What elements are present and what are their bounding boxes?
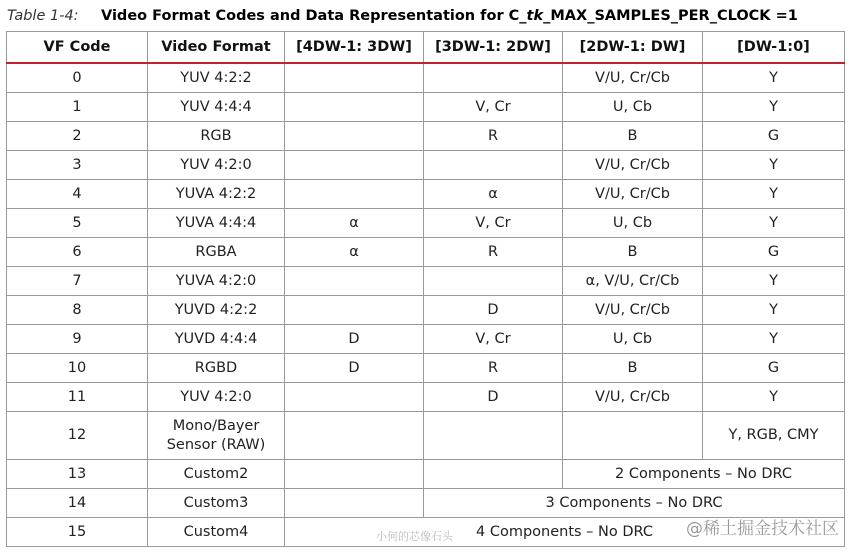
cell-vf-code: 9 <box>7 325 148 354</box>
cell-4dw-3dw <box>285 151 424 180</box>
cell-dw-0: Y, RGB, CMY <box>703 412 845 460</box>
header-video-format: Video Format <box>148 32 285 64</box>
cell-span-components: 3 Components – No DRC <box>424 489 845 518</box>
table-row <box>7 325 845 354</box>
cell-vf-code: 3 <box>7 151 148 180</box>
cell-vf-code: 11 <box>7 383 148 412</box>
cell-vf-code: 2 <box>7 122 148 151</box>
cell-4dw-3dw <box>285 296 424 325</box>
cell-3dw-2dw: R <box>424 354 563 383</box>
cell-3dw-2dw <box>424 63 563 93</box>
table-row <box>7 354 845 383</box>
cell-4dw-3dw <box>285 93 424 122</box>
format-line-2: Sensor (RAW) <box>166 436 266 453</box>
cell-span-components: 2 Components – No DRC <box>563 460 845 489</box>
title-part-1: Video Format Codes and Data Representation for C_ <box>101 8 527 24</box>
cell-vf-code: 7 <box>7 267 148 296</box>
cell-vf-code: 5 <box>7 209 148 238</box>
cell-dw-0: Y <box>703 93 845 122</box>
cell-vf-code: 13 <box>7 460 148 489</box>
cell-video-format: YUVA 4:2:0 <box>148 267 285 296</box>
cell-span-components: 4 Components – No DRC <box>285 518 845 547</box>
watermark-author: 小何的芯像石头 <box>376 530 453 543</box>
cell-2dw-dw: α, V/U, Cr/Cb <box>563 267 703 296</box>
table-title <box>101 8 798 24</box>
table-row <box>7 209 845 238</box>
table-row <box>7 151 845 180</box>
cell-video-format: YUV 4:2:0 <box>148 151 285 180</box>
table-number: Table 1-4: <box>7 8 79 24</box>
cell-dw-0: Y <box>703 296 845 325</box>
table-row <box>7 63 845 93</box>
title-part-2: _MAX_SAMPLES_PER_CLOCK =1 <box>543 8 798 24</box>
cell-3dw-2dw: D <box>424 296 563 325</box>
cell-2dw-dw: B <box>563 354 703 383</box>
cell-3dw-2dw: R <box>424 238 563 267</box>
cell-4dw-3dw: D <box>285 325 424 354</box>
table-row <box>7 238 845 267</box>
cell-3dw-2dw: V, Cr <box>424 325 563 354</box>
cell-4dw-3dw <box>285 122 424 151</box>
header-vf-code: VF Code <box>7 32 148 64</box>
header-dw-0: [DW-1:0] <box>703 32 845 64</box>
cell-4dw-3dw <box>285 383 424 412</box>
cell-2dw-dw: V/U, Cr/Cb <box>563 383 703 412</box>
cell-video-format: RGB <box>148 122 285 151</box>
cell-3dw-2dw <box>424 267 563 296</box>
cell-vf-code: 10 <box>7 354 148 383</box>
cell-vf-code: 0 <box>7 63 148 93</box>
cell-2dw-dw: V/U, Cr/Cb <box>563 180 703 209</box>
header-row <box>7 32 845 64</box>
cell-vf-code: 6 <box>7 238 148 267</box>
cell-dw-0: G <box>703 122 845 151</box>
table-row <box>7 383 845 412</box>
cell-3dw-2dw <box>424 151 563 180</box>
cell-video-format: YUV 4:2:2 <box>148 63 285 93</box>
cell-4dw-3dw <box>285 180 424 209</box>
cell-4dw-3dw <box>285 267 424 296</box>
table-row <box>7 180 845 209</box>
header-3dw-2dw: [3DW-1: 2DW] <box>424 32 563 64</box>
cell-2dw-dw: V/U, Cr/Cb <box>563 151 703 180</box>
cell-2dw-dw: U, Cb <box>563 93 703 122</box>
cell-2dw-dw: U, Cb <box>563 325 703 354</box>
cell-4dw-3dw <box>285 412 424 460</box>
cell-dw-0: Y <box>703 325 845 354</box>
table-row <box>7 267 845 296</box>
cell-dw-0: Y <box>703 180 845 209</box>
table-row <box>7 296 845 325</box>
cell-3dw-2dw <box>424 412 563 460</box>
cell-dw-0: Y <box>703 267 845 296</box>
table-row <box>7 412 845 460</box>
cell-video-format: Custom4 <box>148 518 285 547</box>
cell-3dw-2dw: V, Cr <box>424 209 563 238</box>
cell-vf-code: 4 <box>7 180 148 209</box>
cell-2dw-dw: B <box>563 122 703 151</box>
cell-dw-0: Y <box>703 383 845 412</box>
cell-4dw-3dw: α <box>285 209 424 238</box>
watermark-site: @稀土掘金技术社区 <box>686 519 839 539</box>
cell-dw-0: G <box>703 238 845 267</box>
cell-video-format: YUVD 4:4:4 <box>148 325 285 354</box>
cell-dw-0: G <box>703 354 845 383</box>
table-row <box>7 93 845 122</box>
cell-4dw-3dw: D <box>285 354 424 383</box>
cell-video-format: YUV 4:4:4 <box>148 93 285 122</box>
video-format-table <box>6 31 845 547</box>
cell-2dw-dw: V/U, Cr/Cb <box>563 296 703 325</box>
table-row <box>7 460 845 489</box>
cell-3dw-2dw: V, Cr <box>424 93 563 122</box>
cell-video-format: RGBD <box>148 354 285 383</box>
table-row <box>7 122 845 151</box>
cell-vf-code: 15 <box>7 518 148 547</box>
cell-2dw-dw: B <box>563 238 703 267</box>
cell-video-format: Custom3 <box>148 489 285 518</box>
cell-vf-code: 12 <box>7 412 148 460</box>
cell-4dw-3dw <box>285 460 424 489</box>
cell-3dw-2dw: α <box>424 180 563 209</box>
cell-video-format: YUV 4:2:0 <box>148 383 285 412</box>
cell-2dw-dw: U, Cb <box>563 209 703 238</box>
table-caption <box>7 5 798 27</box>
cell-2dw-dw: V/U, Cr/Cb <box>563 63 703 93</box>
title-part-italic: tk <box>526 8 544 24</box>
cell-video-format: Custom2 <box>148 460 285 489</box>
cell-4dw-3dw <box>285 489 424 518</box>
cell-3dw-2dw: R <box>424 122 563 151</box>
format-line-1: Mono/Bayer <box>172 417 260 434</box>
cell-vf-code: 1 <box>7 93 148 122</box>
cell-dw-0: Y <box>703 63 845 93</box>
cell-4dw-3dw: α <box>285 238 424 267</box>
cell-2dw-dw <box>563 412 703 460</box>
cell-video-format: RGBA <box>148 238 285 267</box>
cell-3dw-2dw: D <box>424 383 563 412</box>
cell-vf-code: 8 <box>7 296 148 325</box>
cell-dw-0: Y <box>703 209 845 238</box>
header-2dw-dw: [2DW-1: DW] <box>563 32 703 64</box>
cell-3dw-2dw <box>424 460 563 489</box>
cell-vf-code: 14 <box>7 489 148 518</box>
cell-dw-0: Y <box>703 151 845 180</box>
cell-video-format <box>148 412 285 460</box>
cell-video-format: YUVA 4:4:4 <box>148 209 285 238</box>
cell-4dw-3dw <box>285 63 424 93</box>
cell-video-format: YUVA 4:2:2 <box>148 180 285 209</box>
cell-video-format: YUVD 4:2:2 <box>148 296 285 325</box>
header-4dw-3dw: [4DW-1: 3DW] <box>285 32 424 64</box>
